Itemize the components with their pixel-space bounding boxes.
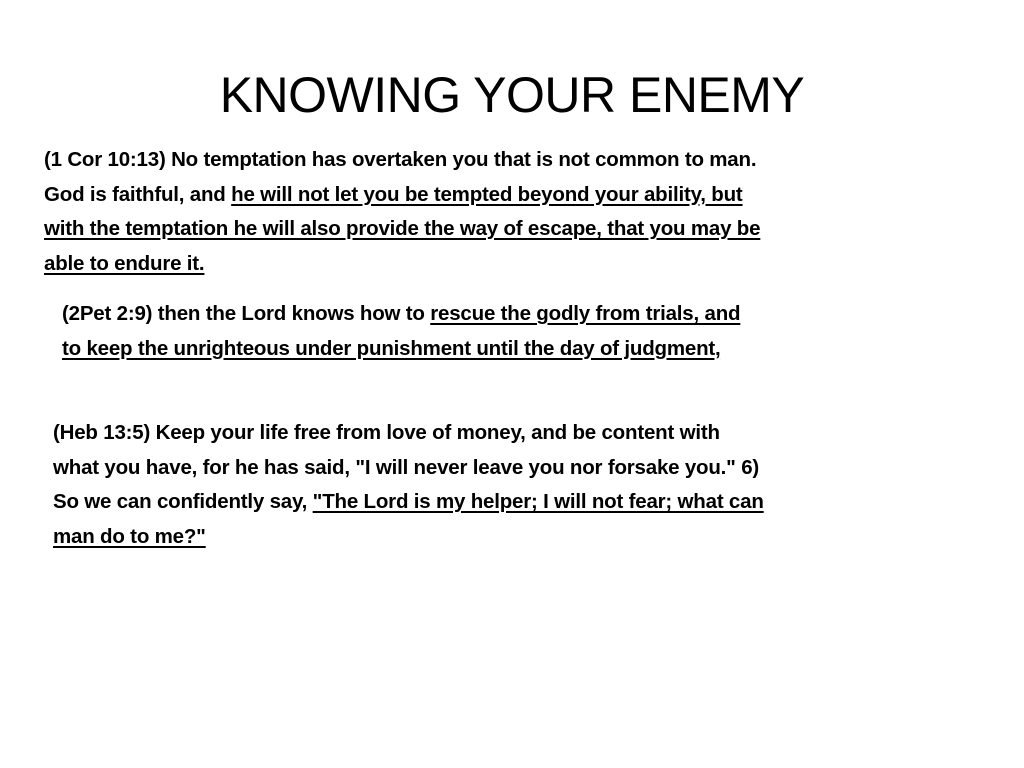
verse-text: (Heb 13:5) Keep your life free from love of money, and be content with [53, 421, 720, 444]
verse-underlined-text: able to endure it. [44, 251, 205, 275]
verse-2-pet-2-9 [62, 297, 942, 366]
slide-title: KNOWING YOUR ENEMY [219, 67, 805, 123]
verse-underlined-text: with the temptation he will also provide the way of escape, that you may be [44, 217, 761, 240]
verse-text: what you have, for he has said, "I will never leave you nor forsake you." 6) [53, 455, 760, 479]
verse-underlined-text: "The Lord is my helper; I will not fear; what can [312, 490, 764, 513]
verse-text: (2Pet 2:9) then the Lord knows how to [62, 302, 431, 325]
verse-underlined-text: he will not let you be tempted beyond your ability, but [231, 182, 743, 206]
verse-text: God is faithful, and [44, 182, 232, 206]
verse-text: (1 Cor 10:13) No temptation has overtaken you that is not common to man. [44, 148, 757, 171]
verse-1-cor-10-13 [44, 143, 974, 281]
verse-text: So we can confidently say, [53, 490, 313, 513]
verse-heb-13-5 [53, 416, 953, 554]
verse-underlined-text: rescue the godly from trials, and [430, 302, 741, 325]
verse-underlined-text: man do to me?" [53, 524, 206, 548]
verse-underlined-text: to keep the unrighteous under punishment until the day of judgment, [62, 336, 721, 360]
